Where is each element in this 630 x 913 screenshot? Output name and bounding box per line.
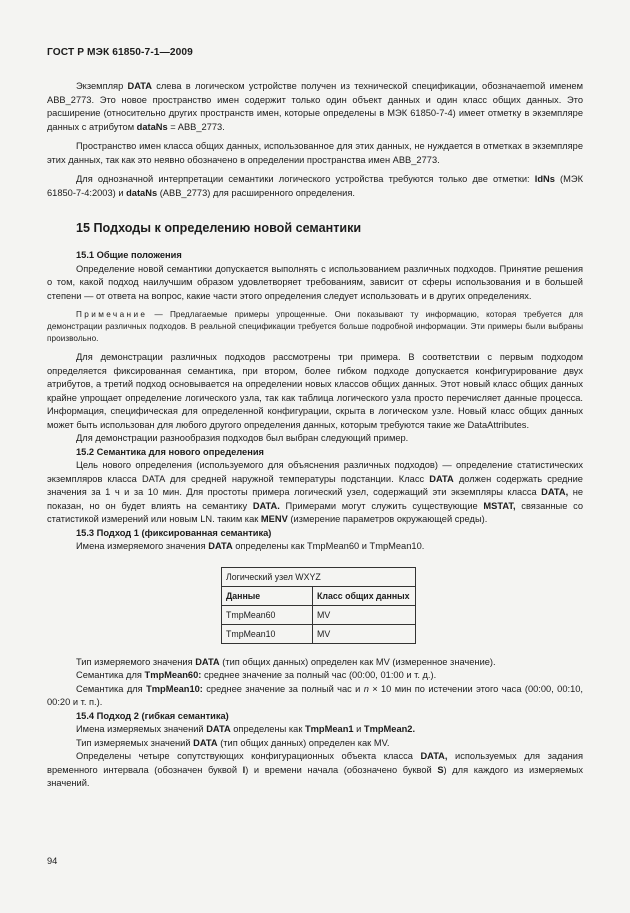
paragraph-measured-names: Имена измеряемого значения DATA определены как TmpMean60 и TmpMean10. xyxy=(76,541,425,551)
subsection-15-2-heading: 15.2 Семантика для нового определения xyxy=(76,446,264,457)
subsection-15-4-heading: 15.4 Подход 2 (гибкая семантика) xyxy=(76,710,229,721)
subsection-15-1-heading: 15.1 Общие положения xyxy=(76,250,182,260)
table-cell: MV xyxy=(313,624,416,643)
page-header: ГОСТ Р МЭК 61850-7-1—2009 xyxy=(47,47,193,58)
paragraph-namespace: Пространство имен класса общих данных, использованное для этих данных, не нуждается в отметках в экземпляре этих данных, так как это неявно обозначено в определении пространства имен ABB_2773. xyxy=(47,141,583,165)
table-header-data: Данные xyxy=(222,586,313,605)
table-row xyxy=(222,605,416,624)
subsection-15-3-heading: 15.3 Подход 1 (фиксированная семантика) xyxy=(76,527,272,538)
paragraph-interpretation: Для однозначной интерпретации семантики логического устройства требуются только две отметки: ldNs (МЭК 61850-7-4:2003) и dataNs (ABB_2773) для расширенного определения. xyxy=(47,174,583,198)
paragraph-flexible-names: Имена измеряемых значений DATA определены как TmpMean1 и TmpMean2. xyxy=(76,724,416,734)
paragraph-mv-type: Тип измеряемого значения DATA (тип общих данных) определен как MV (измеренное значение). xyxy=(76,656,496,667)
table-cell: MV xyxy=(313,605,416,624)
note: Примечание — Предлагаемые примеры упрощенные. Они показывают ту информацию, которая требуется для демонстрации различных подходов. В реальной спецификации требуется больше подробной информации. Эти примеры были выбраны произвольно. xyxy=(47,310,583,343)
table-cell: TmpMean60 xyxy=(222,605,313,624)
page-number: 94 xyxy=(47,856,58,866)
paragraph-tmpmean10: Семантика для TmpMean10: среднее значение за полный час и n × 10 мин по истечении этого часа (00:00, 00:10, 00:20 и т. п.). xyxy=(47,683,583,707)
paragraph-example-choice: Для демонстрации разнообразия подходов был выбран следующий пример. xyxy=(76,433,409,443)
logical-node-table xyxy=(221,567,416,644)
paragraph-tmpmean60: Семантика для TmpMean60: среднее значение за полный час (00:00, 01:00 и т. д.). xyxy=(76,670,437,680)
paragraph-approaches: Определение новой семантики допускается выполнять с использованием различных подходов. Принятие решения о том, какой подход наилучшим образом удовлетворяет требованиям, зависит от сферы использования и в большей степени — от ответа на вопрос, какие части этого определения следует использовать и в других определениях. xyxy=(47,263,583,301)
paragraph-three-examples: Для демонстрации различных подходов рассмотрены три примера. В соответствии с первым подходом определяется фиксированная семантика, при втором, более гибком подходе допускается конфигурирование двух атрибутов, а третий подход основывается на определении новых классов общих данных. Этот новый класс общих данных крайне упрощает определение логического узла, так как таблица логического узла просто перечисляет данные процесса. Информация, специфическая для определенной конфигурации, скрыта в логическом узле. Новый класс общих данных может быть использован для любого другого определения данных, которым требуются такие же DataAttributes. xyxy=(47,352,583,430)
paragraph-config-objects: Определены четыре сопутствующих конфигурационных объекта класса DATA, используемых для задания временного интервала (обозначен буквой I) и времени начала (обозначено буквой S) для каждого из измеряемых значений. xyxy=(47,751,583,788)
table-header-row xyxy=(222,586,416,605)
table-cell: TmpMean10 xyxy=(222,624,313,643)
paragraph-data-instance: Экземпляр DATA слева в логическом устройстве получен из технической спецификации, обозначаеmой именем ABB_2773. Это новое пространство имен содержит только один объект данных и один класс общих данных. Это расширение (относительно других пространств имен, которые определены в МЭК 61850-7-4) имеет отметку в экземпляре данных с атрибутом dataNs = ABB_2773. xyxy=(47,81,583,132)
paragraph-flexible-type: Тип измеряемых значений DATA (тип общих данных) определен как MV. xyxy=(76,737,390,748)
document-body xyxy=(47,80,583,791)
table-row xyxy=(222,624,416,643)
table-caption: Логический узел WXYZ xyxy=(222,567,416,586)
section-15-heading: 15 Подходы к определению новой семантики xyxy=(76,221,362,235)
paragraph-new-definition: Цель нового определения (используемого для объяснения различных подходов) — определение статистических экземпляров класса DATA для средней наружной температуры подстанции. Класс DATA должен содержать средние значения за 1 ч и за 10 мин. Для простоты примера логический узел, содержащий эти экземпляры класса DATA, не показан, но он будет влиять на семантику DATA. Примерами могут служить существующие MSTAT, связанные со статистикой измерений или новым LN. таким как MENV (измерение параметров окружающей среды). xyxy=(47,460,584,524)
table-header-cdc: Класс общих данных xyxy=(313,586,416,605)
table-caption-row xyxy=(222,567,416,586)
note-label: Примечание xyxy=(76,310,148,319)
